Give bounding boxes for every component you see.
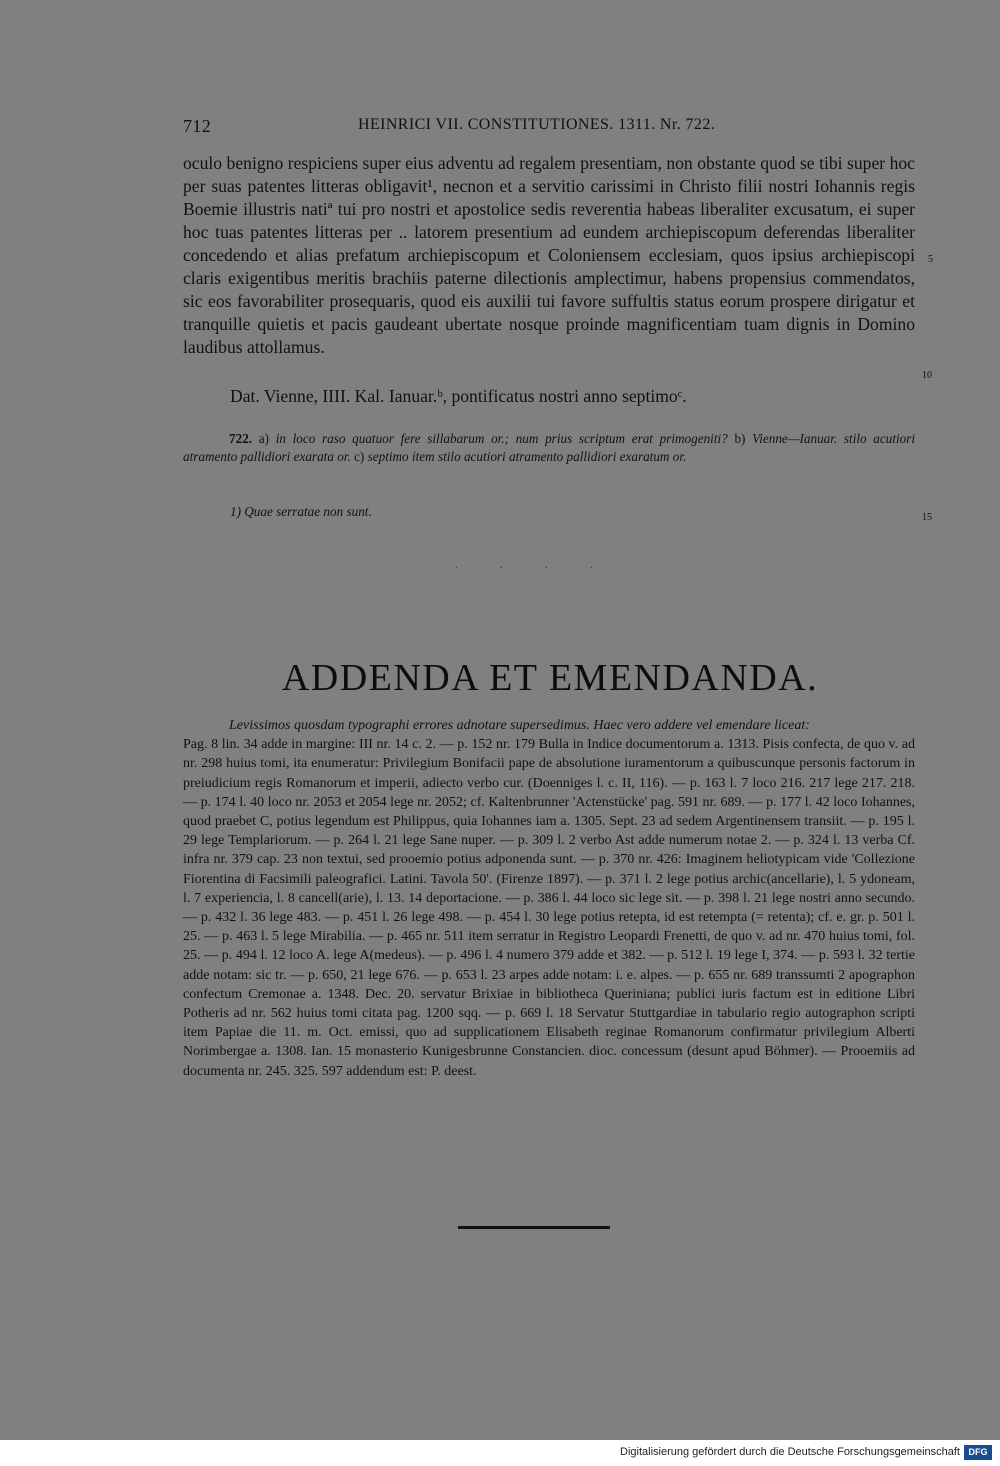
running-title: HEINRICI VII. CONSTITUTIONES. 1311. Nr. 722. <box>358 116 716 133</box>
note-a-label: a) <box>258 431 270 446</box>
footnote: 1) Quae serratae non sunt. <box>230 504 372 519</box>
note-b: Vienne—Ianuar. stilo acutiori atramento pallidiori exarata or. <box>183 431 916 464</box>
line-number: 10 <box>922 370 932 381</box>
note-number: 722. <box>229 431 253 446</box>
main-text-paragraph: oculo benigno respiciens super eius adventu ad regalem presentiam, non obstante quod se tibi super hoc per suas patentes litteras obligavit¹, necnon et a servitio carissimi in Christo filii nostri Iohannis regis Boemie illustris natiª tui pro nostri et apostolice sedis reverentia habeas liberaliter excusatum, ei super hoc tuas patentes litteras per .. latorem presentium ad eundem archiepiscopum deferendas liberaliter concedendo et alias prefatum archiepiscopum et Coloniensem ecclesiam, quos ipsius archiepiscopi claris exigentibus meritis brachiis paterne dilectionis amplectimur, habens propensius commendatos, sic eos favorabiliter prosequaris, quod eis auxilii tui favore suffultis status eorum prospere dirigatur et tranquille quietis et pacis gaudeant ubertate nosque proinde magnificentiam tuam dignis in Domino laudibus attollamus. <box>183 153 915 357</box>
note-a: in loco raso quatuor fere sillabarum or.; num prius scriptum erat primogeniti? <box>275 431 728 446</box>
dating-clause: Dat. Vienne, IIII. Kal. Ianuar.ᵇ, pontificatus nostri anno septimoᶜ. <box>230 386 687 406</box>
funding-note: Digitalisierung gefördert durch die Deutsche Forschungsgemeinschaft <box>620 1446 960 1458</box>
critical-notes <box>183 430 915 466</box>
section-title: ADDENDA ET EMENDANDA. <box>281 657 819 699</box>
addenda-text <box>183 716 915 1081</box>
dfg-logo: DFG <box>964 1445 992 1460</box>
line-number: 5 <box>928 254 933 265</box>
line-number: 15 <box>922 512 932 523</box>
note-c: septimo item stilo acutiori atramento pallidiori exaratum or. <box>367 449 687 464</box>
main-text <box>183 152 915 359</box>
footer-bar <box>0 1440 1000 1466</box>
separator-dots: . . . . <box>455 560 613 571</box>
note-c-label: c) <box>354 449 365 464</box>
note-b-label: b) <box>734 431 746 446</box>
page-number: 712 <box>183 116 212 136</box>
closing-rule <box>458 1226 610 1229</box>
addenda-body: Pag. 8 lin. 34 adde in margine: III nr. 14 c. 2. — p. 152 nr. 179 Bulla in Indice documentorum a. 1313. Pisis confecta, de quo v. ad nr. 298 huius tomi, ita enumeratur: Privilegium Bonifacii pape de absolutione iuramentorum a quibuscunque personis factorum in preiudicium regis Romanorum et imperii, adiecto verbo cur. (Doenniges l. c. II, 116). — p. 163 l. 7 loco 216. 217 lege 217. 218. — p. 174 l. 40 loco nr. 2053 et 2054 lege nr. 2052; cf. Kaltenbrunner 'Actenstücke' pag. 591 nr. 689. — p. 177 l. 42 loco Iohannes, quod praebet C, potius legendum est Philippus, quia Iohannes iam a. 1305. Sept. 23 ad sedem Argentinensem transiit. — p. 195 l. 29 lege Templariorum. — p. 264 l. 21 lege Sane nuper. — p. 309 l. 2 verbo Ast adde numerum notae 2. — p. 324 l. 13 verba Cf. infra nr. 379 cap. 23 non textui, sed prooemio potius adponenda sunt. — p. 370 nr. 426: Imaginem heliotypicam vide 'Collezione Fiorentina di Facsimili paleografici. Latini. Tavola 50'. (Firenze 1897). — p. 371 l. 2 lege potius archic(ancellarie), l. 5 ydoneam, l. 7 experiencia, l. 8 cancell(arie), l. 13. 14 deportacione. — p. 386 l. 44 loco sic lege sit. — p. 398 l. 21 lege nostri anno secundo. — p. 432 l. 36 lege 483. — p. 451 l. 26 lege 498. — p. 454 l. 30 lege potius retepta, id est retempta (= retenta); cf. e. gr. p. 501 l. 25. — p. 463 l. 5 lege Mirabilia. — p. 465 nr. 511 item serratur in Registro Leopardi Frenetti, de quo v. ad nr. 470 huius tomi, fol. 25. — p. 494 l. 12 loco A. lege A(medeus). — p. 496 l. 4 numero 379 adde et 382. — p. 512 l. 19 lege I, 374. — p. 593 l. 32 tertie adde notam: sic tr. — p. 650, 21 lege 676. — p. 653 l. 23 arpes adde notam: i. e. alpes. — p. 655 nr. 689 transsumti 2 apographon confectum Cremonae a. 1348. Dec. 20. servatur Brixiae in bibliotheca Queriniana; publici iuris factum est in editione Libri Potheris ad nr. 562 huius tomi citata pag. 1200 sqq. — p. 669 l. 18 Servatur Stuttgardiae in tabulario regio autographon scripti item Papiae die 11. m. Oct. emissi, quo ad supplicationem Elisabeth reginae Romanorum confirmatur privilegium Alberti Norimbergae a. 1308. Ian. 15 monasterio Kunigesbrunne Constancien. dioc. concessum (desunt apud Böhmer). — Prooemiis ad documenta nr. 245. 325. 597 addendum est: P. deest. <box>183 737 915 1079</box>
addenda-intro: Levissimos quosdam typographi errores adnotare supersedimus. Haec vero addere vel emendare liceat: <box>229 718 810 733</box>
